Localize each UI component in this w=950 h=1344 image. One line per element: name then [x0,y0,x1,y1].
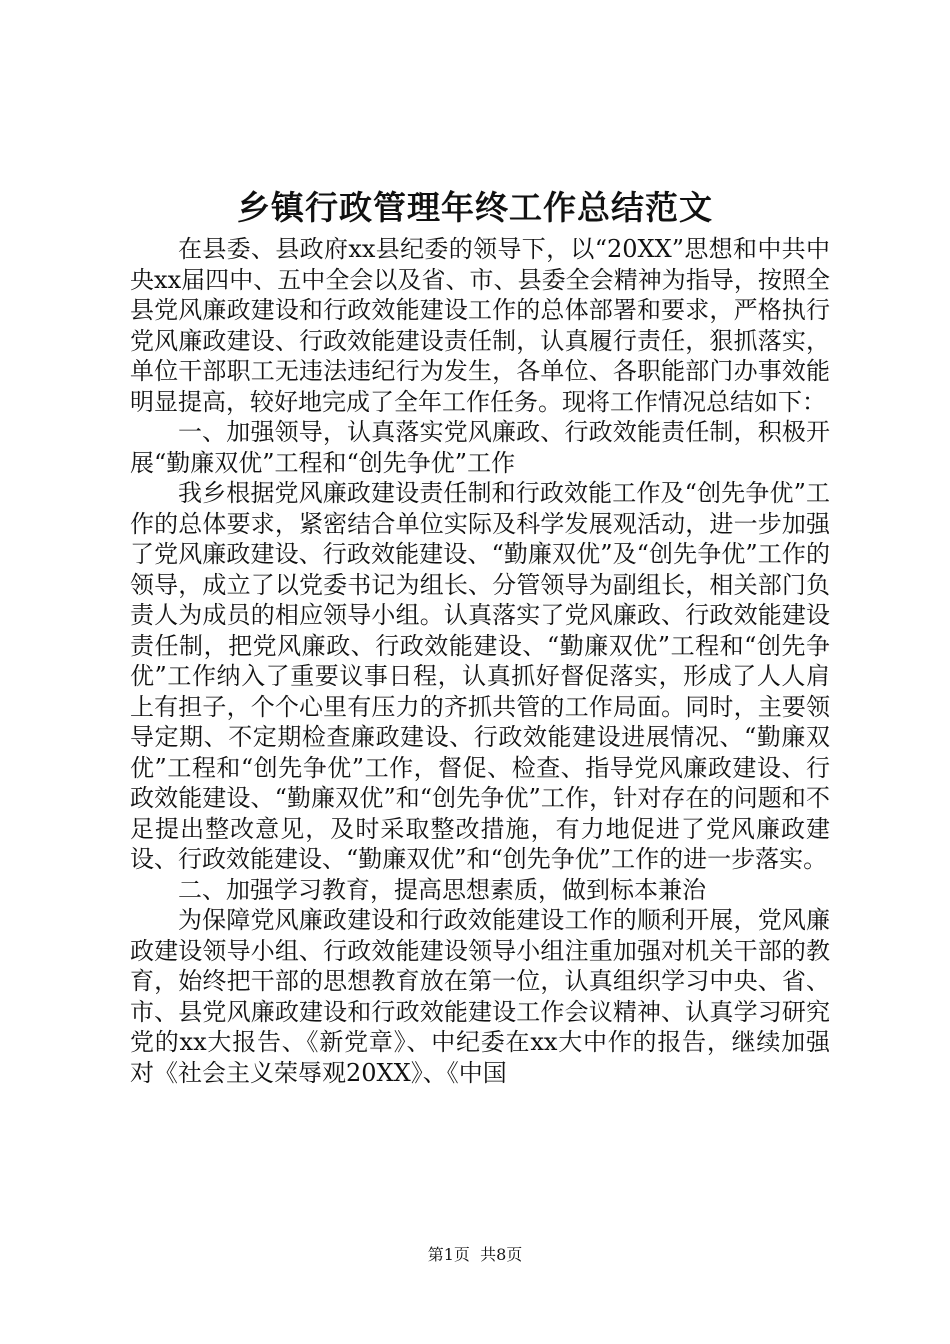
section-1-paragraph: 我乡根据党风廉政建设责任制和行政效能工作及“创先争优”工作的总体要求，紧密结合单位实际及科学发展观活动，进一步加强了党风廉政建设、行政效能建设、“勤廉双优”及“创先争优”工作的领导，成立了以党委书记为组长、分管领导为副组长，相关部门负责人为成员的相应领导小组。认真落实了党风廉政、行政效能建设责任制，把党风廉政、行政效能建设、“勤廉双优”工程和“创先争优”工作纳入了重要议事日程，认真抓好督促落实，形成了人人肩上有担子，个个心里有压力的齐抓共管的工作局面。同时，主要领导定期、不定期检查廉政建设、行政效能建设进展情况、“勤廉双优”工程和“创先争优”工作，督促、检查、指导党风廉政建设、行政效能建设、“勤廉双优”和“创先争优”工作，针对存在的问题和不足提出整改意见，及时采取整改措施，有力地促进了党风廉政建设、行政效能建设、“勤廉双优”和“创先争优”工作的进一步落实。 [130,479,830,873]
section-2-paragraph: 为保障党风廉政建设和行政效能建设工作的顺利开展，党风廉政建设领导小组、行政效能建设领导小组注重加强对机关干部的教育，始终把干部的思想教育放在第一位，认真组织学习中央、省、市、县党风廉政建设和行政效能建设工作会议精神、认真学习研究党的xx大报告、《新党章》、中纪委在xx大中作的报告，继续加强对《社会主义荣辱观20XX》、《中国 [130,906,830,1087]
section-heading-1: 一、加强领导，认真落实党风廉政、行政效能责任制，积极开展“勤廉双优”工程和“创先争优”工作 [130,418,830,477]
document-body [130,234,830,1088]
section-heading-2: 二、加强学习教育，提高思想素质，做到标本兼治 [178,875,706,904]
page-footer [0,1244,950,1266]
document-title: 乡镇行政管理年终工作总结范文 [237,188,713,227]
page-indicator: 第1页 共8页 [427,1245,523,1264]
intro-paragraph: 在县委、县政府xx县纪委的领导下，以“20XX”思想和中共中央xx届四中、五中全会以及省、市、县委全会精神为指导，按照全县党风廉政建设和行政效能建设工作的总体部署和要求，严格执行党风廉政建设、行政效能建设责任制，认真履行责任，狠抓落实，单位干部职工无违法违纪行为发生，各单位、各职能部门办事效能明显提高，较好地完成了全年工作任务。现将工作情况总结如下： [130,235,830,416]
